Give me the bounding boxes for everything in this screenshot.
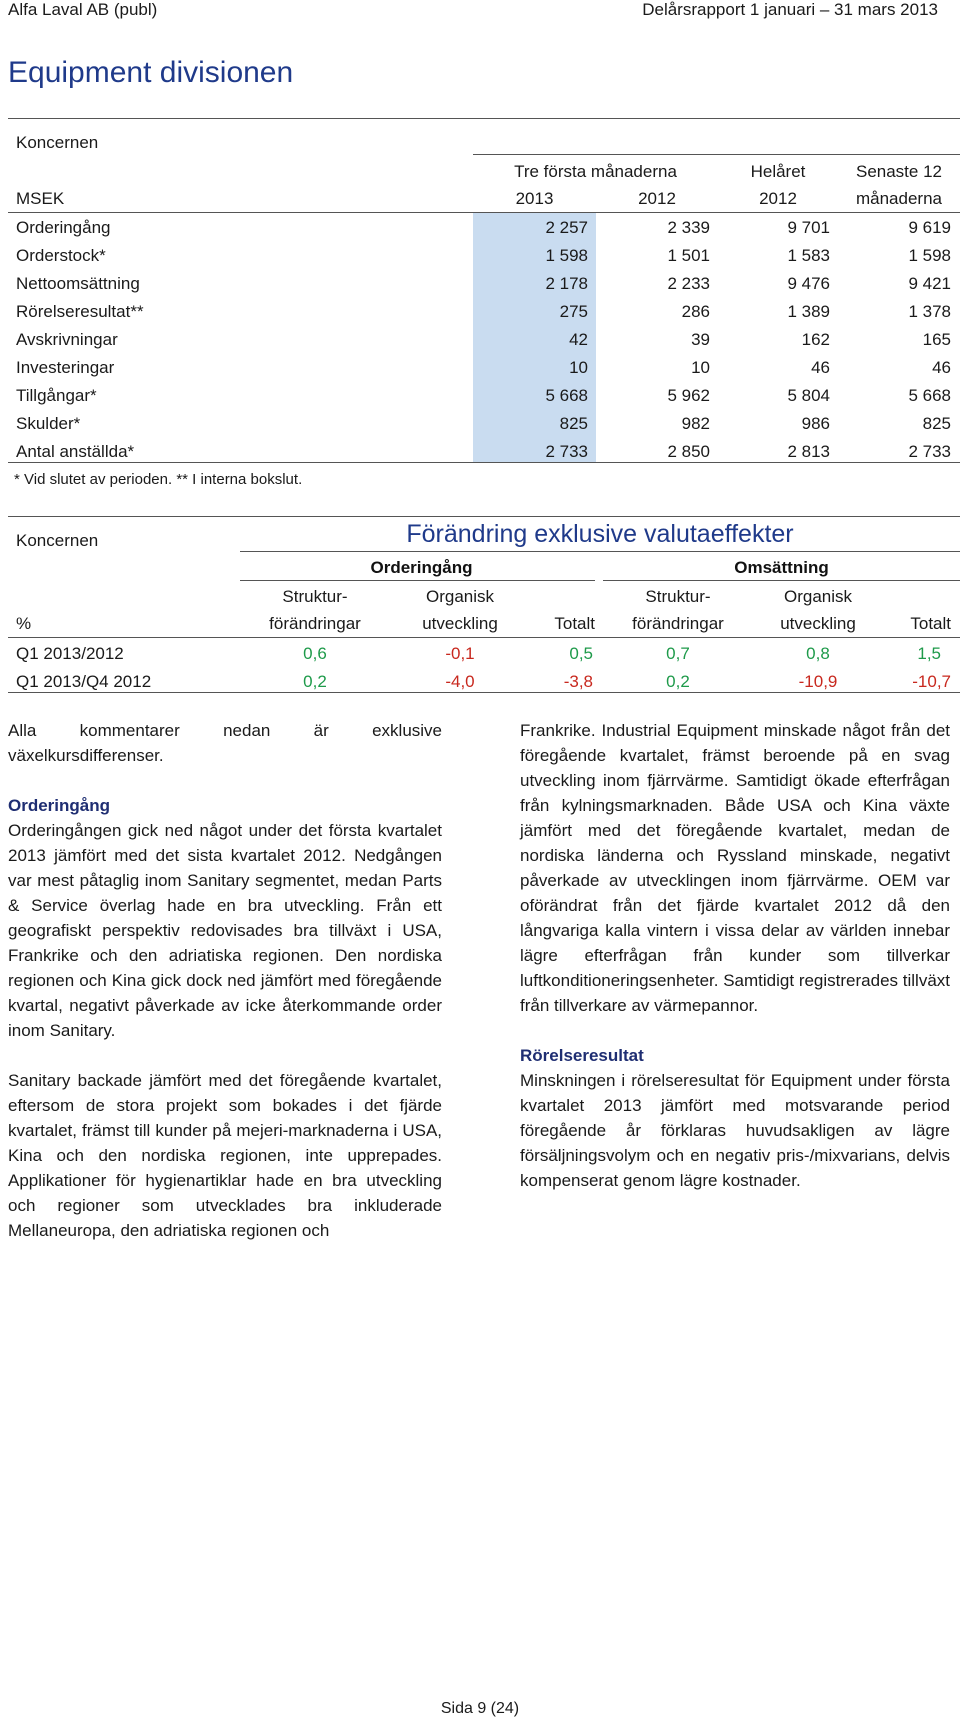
cell-2012: 39 [691,330,710,349]
row-label: Skulder* [16,414,81,433]
sales-organic-cell: -10,9 [798,672,838,691]
table1-footnote: * Vid slutet av perioden. ** I interna bokslut. [14,471,303,488]
operating-profit-section [520,1043,950,1193]
operating-profit-paragraph: Minskningen i rörelseresultat för Equipment under första kvartalet 2013 jämfört med motsvarande period föregående år förklaras huvudsakligen av lägre försäljningsvolym och en negativ pris-/mixvarians, delvis kompenserat genom lägre kostnader. [520,1071,950,1190]
orders-organic-cell: -4,0 [445,672,475,691]
period-heading: Tre första månaderna [514,162,677,181]
orders-struct-cell: 0,2 [303,672,327,691]
orders-total-cell: 0,5 [569,644,593,663]
row-label: Antal anställda* [16,442,135,461]
table2-group-label: Koncernen [16,531,99,550]
orders-rule [240,580,595,581]
sales-organic-h2: utveckling [780,614,856,633]
orders-struct-h1: Struktur- [282,587,348,606]
cell-l12: 9 421 [908,274,951,293]
cell-2013: 2 257 [545,218,588,237]
cell-2013: 2 733 [545,442,588,461]
orders-organic-h2: utveckling [422,614,498,633]
sales-total-cell: -10,7 [912,672,951,691]
cell-2012: 286 [681,302,710,321]
l12-sub-heading: månaderna [855,189,942,208]
cell-2013: 10 [569,358,588,377]
cell-2013: 5 668 [545,386,588,405]
row-label: Nettoomsättning [16,274,140,293]
cell-fy: 5 804 [787,386,830,405]
table2-heading-rule [240,551,960,552]
fy-heading: Helåret [750,162,806,181]
orders-struct-cell: 0,6 [303,644,327,663]
row-label: Rörelseresultat** [16,302,144,321]
orders-section [8,793,442,1043]
table1-bottom-rule [8,462,960,463]
orders-organic-cell: -0,1 [445,644,475,663]
cell-2013: 2 178 [545,274,588,293]
cell-l12: 165 [922,330,951,349]
table1-group-label: Koncernen [16,133,99,152]
table1-top-rule [8,118,960,119]
table2-heading: Förändring exklusive valutaeffekter [406,520,794,548]
l12-heading: Senaste 12 [855,162,942,181]
row-label: Investeringar [16,358,115,377]
cell-l12: 46 [932,358,951,377]
cell-fy: 9 476 [787,274,830,293]
pct-label: % [16,614,32,633]
page-number: Sida 9 (24) [440,1700,520,1717]
orders-struct-h2: förändringar [269,614,361,633]
cell-fy: 1 389 [787,302,830,321]
operating-profit-subheading: Rörelseresultat [520,1046,644,1065]
cell-l12: 1 378 [908,302,951,321]
sales-total-h: Totalt [910,614,951,633]
orders-heading: Orderingång [370,558,473,577]
cell-2012: 982 [681,414,710,433]
row-label: Orderstock* [16,246,106,265]
orders-subheading: Orderingång [8,796,111,815]
cell-fy: 1 583 [787,246,830,265]
cell-2012: 2 233 [667,274,710,293]
cell-l12: 1 598 [908,246,951,265]
col-2012-heading: 2012 [638,189,676,208]
table1-header-rule [473,154,960,155]
fy-year-heading: 2012 [759,189,797,208]
col-2013-heading: 2013 [515,189,554,208]
table2-bottom-rule [8,692,960,693]
cell-2012: 10 [691,358,710,377]
sales-total-cell: 1,5 [917,644,941,663]
page-title: Equipment divisionen [8,56,294,89]
right-column [520,718,950,1218]
table2-column-rule [8,637,960,638]
cell-fy: 46 [811,358,830,377]
cell-l12: 5 668 [908,386,951,405]
report-title: Delårsrapport 1 januari – 31 mars 2013 [642,0,938,19]
cell-2013: 275 [559,302,588,321]
sales-struct-cell: 0,2 [666,672,690,691]
cell-2013: 1 598 [545,246,588,265]
cell-2012: 2 850 [667,442,710,461]
sales-organic-cell: 0,8 [806,644,830,663]
orders-paragraph-2: Sanitary backade jämfört med det föregående kvartalet, eftersom de stora projekt som bokades i det fjärde kvartalet, främst till kunder på mejeri-marknaderna i USA, Kina och den nordiska regionen, inte upprepades. Applikationer för hygienartiklar hade en bra utveckling och regioner som utvecklades bra inkluderade Mellaneuropa, den adriatiska regionen och [8,1071,442,1240]
orders-total-h: Totalt [554,614,595,633]
left-column [8,718,442,1268]
cell-fy: 2 813 [787,442,830,461]
sales-organic-h1: Organisk [783,587,853,606]
table1-column-rule [8,212,960,213]
cell-2012: 2 339 [667,218,710,237]
orders-total-cell: -3,8 [563,672,593,691]
row-label: Q1 2013/2012 [16,644,124,663]
table2-top-rule [8,516,960,517]
row-label: Avskrivningar [16,330,118,349]
sales-struct-cell: 0,7 [666,644,690,663]
sales-rule [603,580,960,581]
cell-2012: 1 501 [667,246,710,265]
cell-l12: 2 733 [908,442,951,461]
cell-fy: 162 [801,330,830,349]
sales-struct-h1: Struktur- [645,587,711,606]
orders-paragraph-3: Frankrike. Industrial Equipment minskade något från det föregående kvartalet, främst beroende på en svag utveckling inom fjärrvärme. Samtidigt ökade efterfrågan från kylningsmarknaden. Både USA och Kina växte jämfört med det föregående kvartalet, medan de nordiska länderna och Ryssland minskade, negativt påverkade av utvecklingen inom fjärrvärme. OEM var oförändrat från det fjärde kvartalet 2012 då den långvariga kalla vintern i vissa delar av världen innebar lägre efterfrågan från kunder som tillverkar luftkonditioneringsenheter. Samtidigt registrerades tillväxt från tillverkare av värmepannor. [520,721,950,1015]
unit-label: MSEK [16,189,65,208]
orders-organic-h1: Organisk [425,587,495,606]
row-label: Tillgångar* [16,386,97,405]
intro-paragraph: Alla kommentarer nedan är exklusive växelkursdifferenser. [8,721,442,765]
row-label: Orderingång [16,218,111,237]
sales-heading: Omsättning [734,558,829,577]
cell-2013: 42 [569,330,588,349]
cell-2012: 5 962 [667,386,710,405]
sales-struct-h2: förändringar [632,614,724,633]
cell-fy: 9 701 [787,218,830,237]
cell-fy: 986 [801,414,830,433]
orders-paragraph-1: Orderingången gick ned något under det första kvartalet 2013 jämfört med det sista kvartalet 2012. Nedgången var mest påtaglig inom Sanitary segmentet, medan Parts & Service överlag hade en bra utveckling. Från ett geografiskt perspektiv redovisades bra tillväxt i USA, Frankrike och den adriatiska regionen. Den nordiska regionen och Kina gick dock ned jämfört med föregående kvartal, negativt påverkade av icke återkommande order inom Sanitary. [8,821,442,1040]
row-label: Q1 2013/Q4 2012 [16,672,152,691]
cell-l12: 825 [922,414,951,433]
company-name: Alfa Laval AB (publ) [8,0,158,19]
cell-2013: 825 [559,414,588,433]
cell-l12: 9 619 [908,218,951,237]
